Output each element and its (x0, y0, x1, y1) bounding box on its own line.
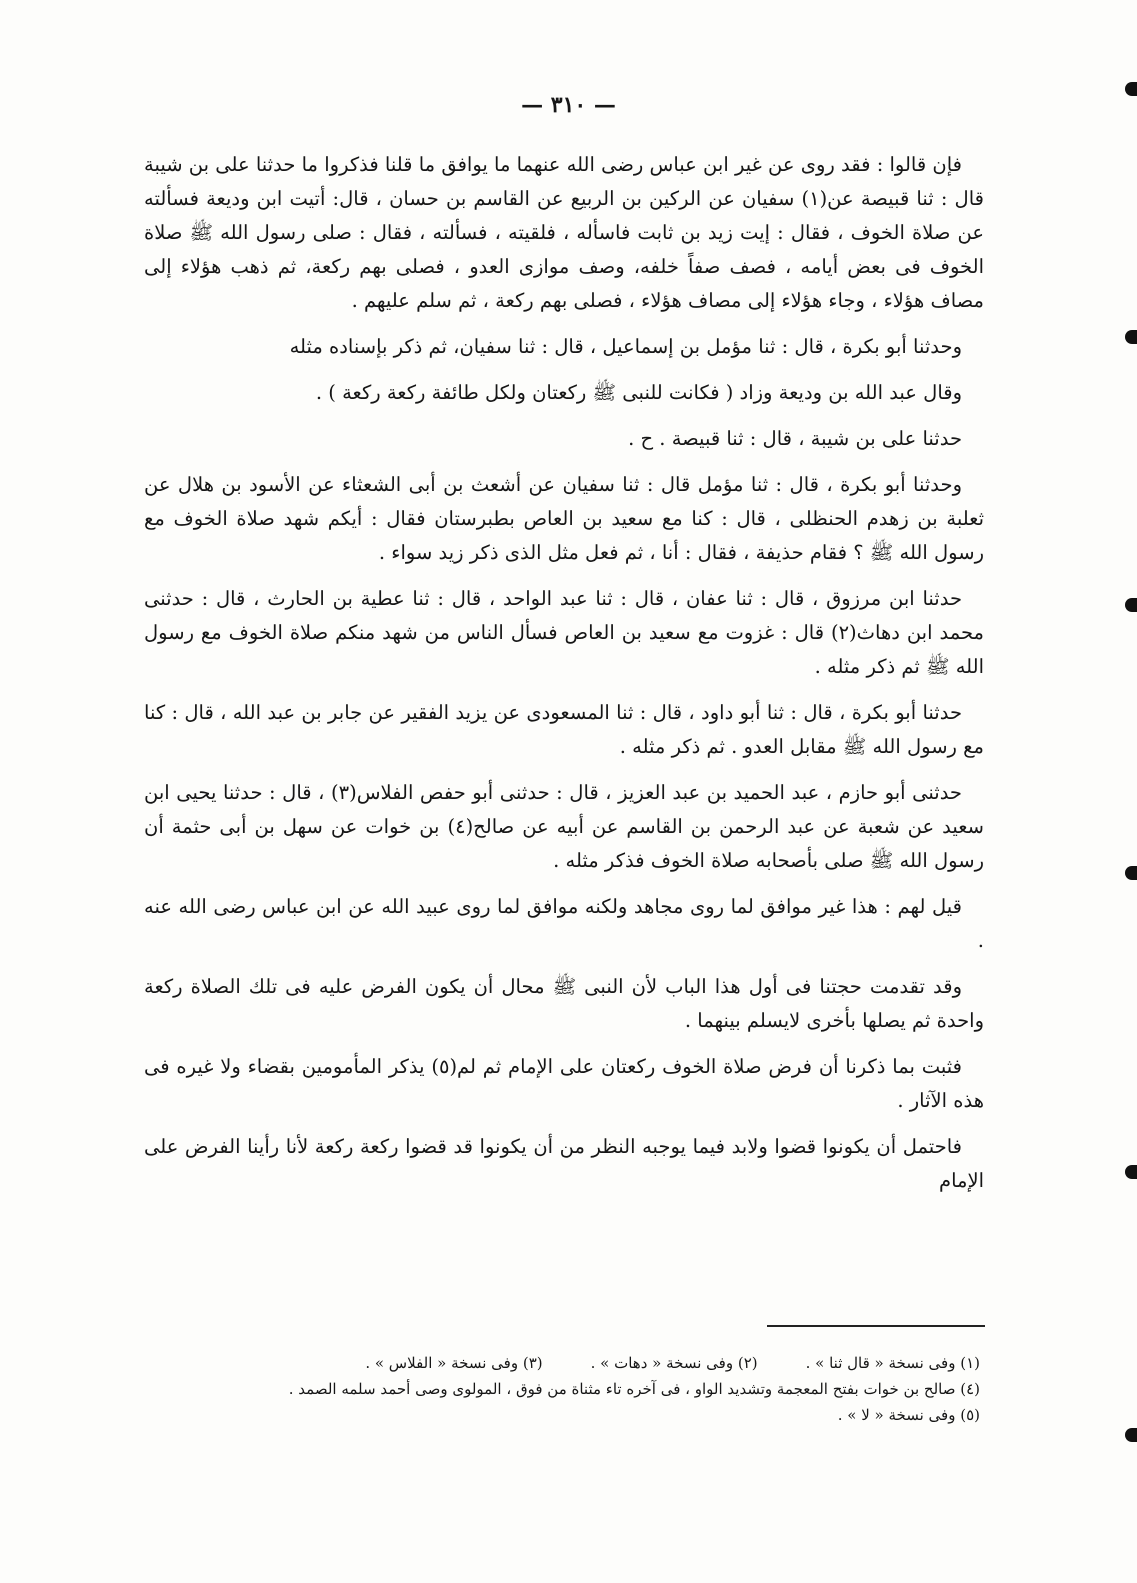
scan-edge-mark (1125, 1428, 1137, 1442)
main-text (144, 148, 984, 1210)
paragraph-11: فثبت بما ذكرنا أن فرض صلاة الخوف ركعتان على الإمام ثم لم(٥) يذكر المأمومين بقضاء ولا غيره فى هذه الآثار . (144, 1055, 984, 1112)
paragraph-5: وحدثنا أبو بكرة ، قال : ثنا مؤمل قال : ثنا سفيان عن أشعث بن أبى الشعثاء عن الأسود بن هلال عن ثعلبة بن زهدم الحنظلى ، قال : كنا مع سعيد بن العاص بطبرستان فقال : أيكم شهد صلاة الخوف مع رسول الله ﷺ ؟ فقام حذيفة ، فقال : أنا ، ثم فعل مثل الذى ذكر زيد سواء . (144, 473, 984, 564)
footnote-5: (٥) وفى نسخة « لا » . (837, 1406, 980, 1424)
paragraph-3: وقال عبد الله بن وديعة وزاد ( فكانت للنبى ﷺ ركعتان ولكل طائفة ركعة ركعة ) . (315, 381, 962, 404)
scan-edge-mark (1125, 598, 1137, 612)
paragraph-7: حدثنا أبو بكرة ، قال : ثنا أبو داود ، قال : ثنا المسعودى عن يزيد الفقير عن جابر بن عبد الله ، قال : كنا مع رسول الله ﷺ مقابل العدو . ثم ذكر مثله . (144, 701, 984, 758)
paragraph-9: قيل لهم : هذا غير موافق لما روى مجاهد ولكنه موافق لما روى عبيد الله عن ابن عباس رضى الله عنه . (144, 895, 984, 952)
page-number: — ٣١٠ — (521, 92, 616, 118)
footnote-divider (767, 1325, 985, 1327)
footnote-1: (١) وفى نسخة « قال ثنا » . (805, 1354, 980, 1372)
footnotes (160, 1350, 980, 1428)
footnote-2: (٢) وفى نسخة « دهات » . (590, 1354, 758, 1372)
scan-edge-mark (1125, 1165, 1137, 1179)
paragraph-8: حدثنى أبو حازم ، عبد الحميد بن عبد العزيز ، قال : حدثنى أبو حفص الفلاس(٣) ، قال : حدثنا يحيى ابن سعيد عن شعبة عن عبد الرحمن بن القاسم عن أبيه عن صالح(٤) بن خوات عن سهل بن أبى حثمة أن رسول الله ﷺ صلى بأصحابه صلاة الخوف فذكر مثله . (144, 781, 985, 872)
paragraph-1: فإن قالوا : فقد روى عن غير ابن عباس رضى الله عنهما ما يوافق ما قلنا فذكروا ما حدثنا على بن شيبة قال : ثنا قبيصة عن(١) سفيان عن الركين بن الربيع عن القاسم بن حسان ، قال: أتيت ابن وديعة فسألته عن صلاة الخوف ، فقال : إيت زيد بن ثابت فاسأله ، فلقيته ، فسألته ، فقال : صلى رسول الله ﷺ صلاة الخوف فى بعض أيامه ، فصف صفاً خلفه، وصف موازى العدو ، فصلى بهم ركعة، ثم ذهب هؤلاء إلى مصاف هؤلاء ، وجاء هؤلاء إلى مصاف هؤلاء ، فصلى بهم ركعة ، ثم سلم عليهم . (144, 153, 984, 312)
scan-edge-mark (1125, 866, 1137, 880)
scan-edge-mark (1125, 330, 1137, 344)
paragraph-6: حدثنا ابن مرزوق ، قال : ثنا عفان ، قال : ثنا عبد الواحد ، قال : ثنا عطية بن الحارث ، قال : حدثنى محمد ابن دهاث(٢) قال : غزوت مع سعيد بن العاص فسأل الناس من شهد منكم صلاة الخوف مع رسول الله ﷺ ثم ذكر مثله . (144, 587, 984, 678)
paragraph-12: فاحتمل أن يكونوا قضوا ولابد فيما يوجبه النظر من أن يكونوا قد قضوا ركعة ركعة لأنا رأينا الفرض على الإمام (144, 1135, 984, 1192)
scan-edge-mark (1125, 82, 1137, 96)
footnote-4: (٤) صالح بن خوات بفتح المعجمة وتشديد الواو ، فى آخره تاء مثناة من فوق ، المولوى وصى أحمد سلمه الصمد . (288, 1380, 980, 1398)
paragraph-2: وحدثنا أبو بكرة ، قال : ثنا مؤمل بن إسماعيل ، قال : ثنا سفيان، ثم ذكر بإسناده مثله (289, 335, 962, 358)
paragraph-4: حدثنا على بن شيبة ، قال : ثنا قبيصة . ح . (628, 427, 962, 450)
footnote-3: (٣) وفى نسخة « الفلاس » . (365, 1354, 543, 1372)
paragraph-10: وقد تقدمت حجتنا فى أول هذا الباب لأن النبى ﷺ محال أن يكون الفرض عليه فى تلك الصلاة ركعة واحدة ثم يصلها بأخرى لايسلم بينهما . (144, 975, 984, 1032)
footnote-row (160, 1350, 980, 1376)
